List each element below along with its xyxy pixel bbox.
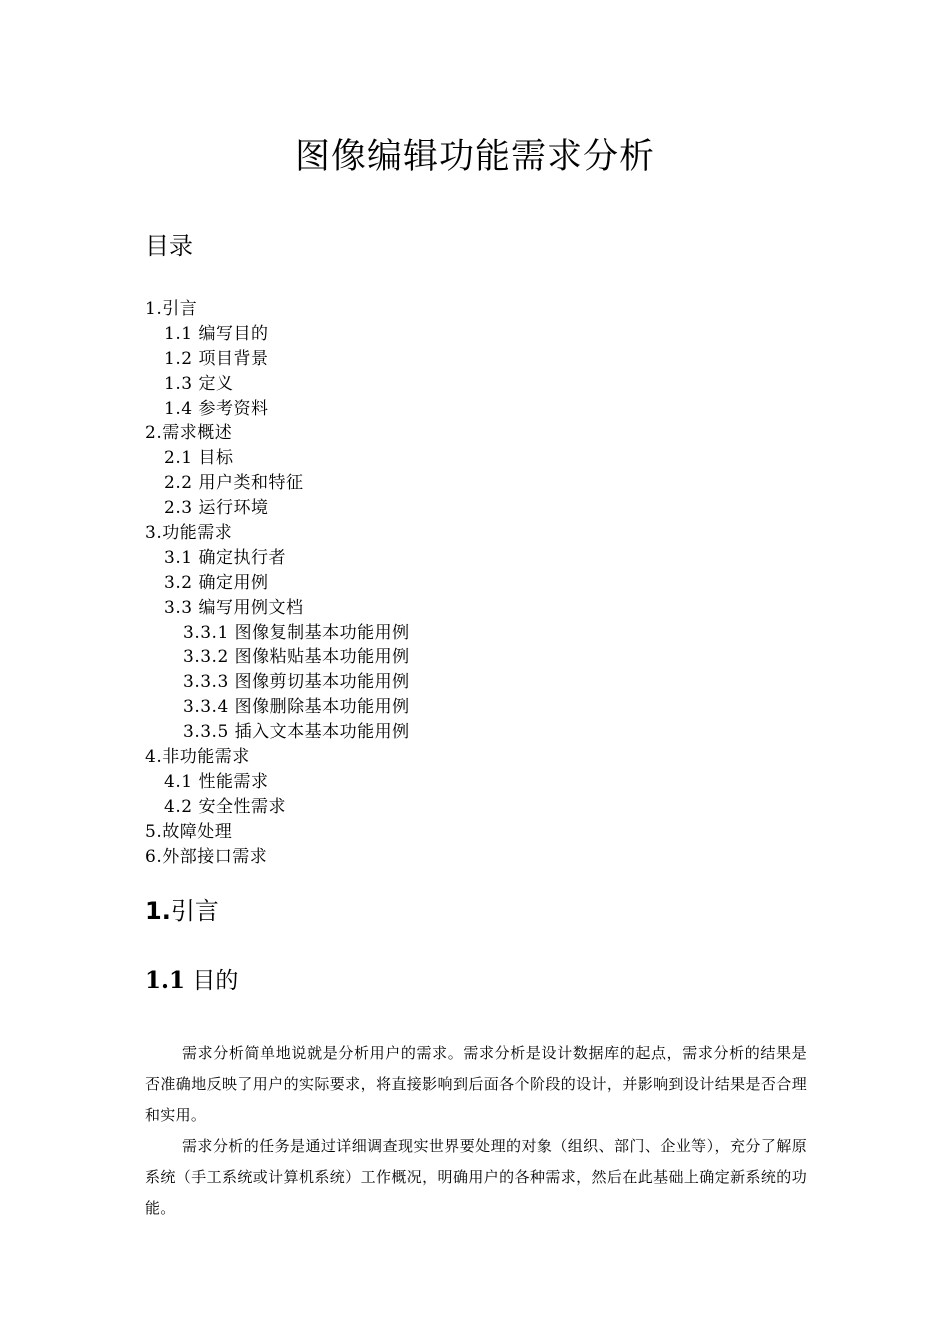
- section-heading-1: [145, 895, 219, 927]
- toc-heading: 目录: [145, 232, 193, 260]
- toc-item[interactable]: 3.3.2 图像粘贴基本功能用例: [183, 647, 410, 668]
- table-of-contents: [145, 297, 410, 869]
- toc-item[interactable]: 3.3.4 图像删除基本功能用例: [183, 697, 410, 718]
- toc-item[interactable]: 5.故障处理: [145, 821, 233, 842]
- toc-item[interactable]: 3.3 编写用例文档: [164, 597, 304, 618]
- toc-item[interactable]: 4.1 性能需求: [164, 771, 269, 792]
- toc-item[interactable]: 3.3.3 图像剪切基本功能用例: [183, 672, 410, 693]
- section-number: 1.: [145, 897, 171, 925]
- section-title: 目的: [192, 968, 239, 994]
- toc-item[interactable]: 2.2 用户类和特征: [164, 473, 304, 494]
- paragraph: 需求分析的任务是通过详细调查现实世界要处理的对象（组织、部门、企业等），充分了解原系统（手工系统或计算机系统）工作概况，明确用户的各种需求，然后在此基础上确定新系统的功能。: [145, 1137, 807, 1217]
- toc-item[interactable]: 1.3 定义: [164, 373, 234, 394]
- toc-item[interactable]: 3.2 确定用例: [164, 572, 269, 593]
- toc-item[interactable]: 3.功能需求: [145, 523, 233, 544]
- section-heading-1-1: [145, 965, 238, 997]
- toc-item[interactable]: 1.4 参考资料: [164, 398, 269, 419]
- paragraph: 需求分析简单地说就是分析用户的需求。需求分析是设计数据库的起点，需求分析的结果是否准确地反映了用户的实际要求，将直接影响到后面各个阶段的设计，并影响到设计结果是否合理和实用。: [145, 1044, 807, 1124]
- section-body: [145, 1038, 807, 1224]
- section-number: 1.1: [145, 967, 186, 994]
- toc-item[interactable]: 6.外部接口需求: [145, 846, 268, 867]
- toc-item[interactable]: 3.1 确定执行者: [164, 547, 286, 568]
- toc-item[interactable]: 2.3 运行环境: [164, 498, 269, 519]
- toc-item[interactable]: 4.2 安全性需求: [164, 796, 286, 817]
- toc-item[interactable]: 3.3.1 图像复制基本功能用例: [183, 622, 410, 643]
- toc-item[interactable]: 1.引言: [145, 299, 198, 319]
- toc-item[interactable]: 4.非功能需求: [145, 747, 250, 768]
- toc-item[interactable]: 1.2 项目背景: [164, 348, 269, 369]
- document-title: 图像编辑功能需求分析: [294, 137, 655, 177]
- toc-item[interactable]: 3.3.5 插入文本基本功能用例: [183, 722, 410, 743]
- toc-item[interactable]: 1.1 编写目的: [164, 323, 269, 344]
- toc-item[interactable]: 2.需求概述: [145, 423, 233, 444]
- toc-item[interactable]: 2.1 目标: [164, 448, 234, 469]
- section-title: 引言: [170, 897, 219, 925]
